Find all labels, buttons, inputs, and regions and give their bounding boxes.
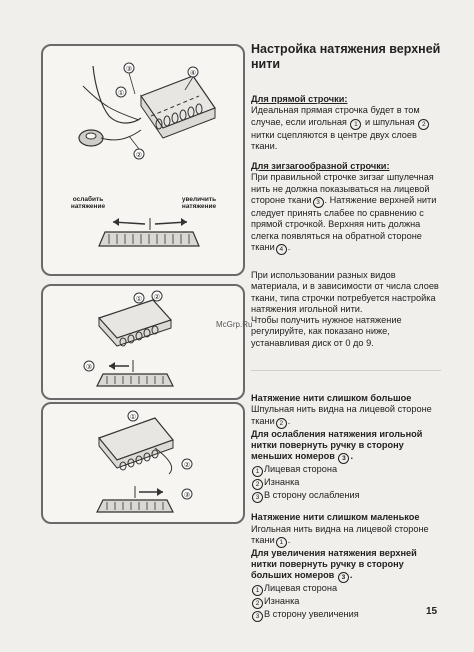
page-number: 15 [426,606,438,617]
zigzag-text-4: следует принять слабее по сравнению с [251,208,424,219]
too-tight-text-1: Шпульная нить видна на лицевой стороне [251,404,432,415]
zigzag-text-5: прямой строчкой. Верхняя нить должна [251,219,421,230]
materials-text-7: устанавливая диск от 0 до 9. [251,337,374,348]
too-tight-instr-3: меньших номеров 3 . [251,451,354,463]
too-loose-item-1: 1 Лицевая сторона [251,583,446,596]
label-decrease-tension: ослабить натяжение [70,196,106,210]
loose-tension-diagram [43,404,243,522]
zigzag-text-7: ткани 4 . [251,241,291,253]
loose-callout-3: ③ [183,492,191,499]
too-loose-text-2: ткани 1 . [251,534,291,546]
straight-text-2: случае, если игольная 1 и шпульная 2 [251,117,446,130]
too-tight-text-2: ткани 2 . [251,415,291,427]
too-tight-item-3: 3 В сторону ослабления [251,490,446,503]
illustration-panel-too-loose [41,402,245,524]
too-tight-heading: Натяжение нити слишком большое [251,393,412,404]
materials-text-5: Чтобы получить нужное натяжение [251,315,402,326]
instructions-column [251,42,446,622]
materials-text-3: ткани, типа строчки потребуется настройка [251,292,436,303]
illustration-panel-too-tight [41,284,245,400]
section-divider [251,370,441,371]
straight-text: Идеальная прямая строчка будет в том [251,105,420,116]
callout-1: ① [117,90,125,97]
too-tight-item-1: 1 Лицевая сторона [251,464,446,477]
tight-tension-diagram [43,286,243,398]
too-loose-instr-2: нитки повернуть ручку в сторону [251,559,404,570]
straight-text-4: ткани. [251,140,278,151]
callout-3: ③ [125,66,133,73]
ref-2: 2 [418,119,429,130]
callout-4: ④ [189,70,197,77]
materials-text-6: регулируйте, как показано ниже, [251,326,390,337]
too-tight-instr-1: Для ослабления натяжения игольной [251,428,423,439]
label-increase-tension: увеличить натяжение [181,196,217,210]
tight-callout-1: ① [135,296,143,303]
ref-1: 1 [350,119,361,130]
page-title: Настройка натяжения верхней нити [251,42,441,71]
too-loose-heading: Натяжение нити слишком маленькое [251,512,420,523]
too-loose-item-3: 3 В сторону увеличения [251,609,446,622]
too-loose-item-2: 2 Изнанка [251,596,446,609]
zigzag-text-2: нить не должна показываться на лицевой [251,183,430,194]
too-tight-instr-2: нитки повернуть ручку в сторону [251,439,404,450]
zigzag-text-3: стороне ткани 3 . Натяжение верхней нити [251,195,437,207]
materials-text-2: материала, и в зависимости от числа слоев [251,281,439,292]
too-loose-instr-3: больших номеров 3 . [251,570,353,582]
tight-callout-2: ② [153,294,161,301]
loose-callout-1: ① [129,414,137,421]
too-loose-instr-1: Для увеличения натяжения верхней [251,547,417,558]
too-loose-text-1: Игольная нить видна на лицевой стороне [251,523,429,534]
loose-callout-2: ② [183,462,191,469]
callout-2: ② [135,152,143,159]
materials-text-1: При использовании разных видов [251,269,396,280]
materials-text-4: натяжения игольной нити. [251,303,363,314]
illustration-panel-tension [41,44,245,276]
tight-callout-3: ③ [85,364,93,371]
watermark: McGrp.Ru [216,320,253,329]
zigzag-heading: Для зигзагообразной строчки: [251,161,390,172]
zigzag-text-6: слегка появляться на обратной стороне [251,230,422,241]
too-tight-item-2: 2 Изнанка [251,477,446,490]
zigzag-text-1: При правильной строчке зигзаг шпулечная [251,172,434,183]
straight-text-3: нитки сцепляются в центре двух слоев [251,129,417,140]
thread-tension-diagram [43,46,243,274]
straight-heading: Для прямой строчки: [251,94,348,104]
